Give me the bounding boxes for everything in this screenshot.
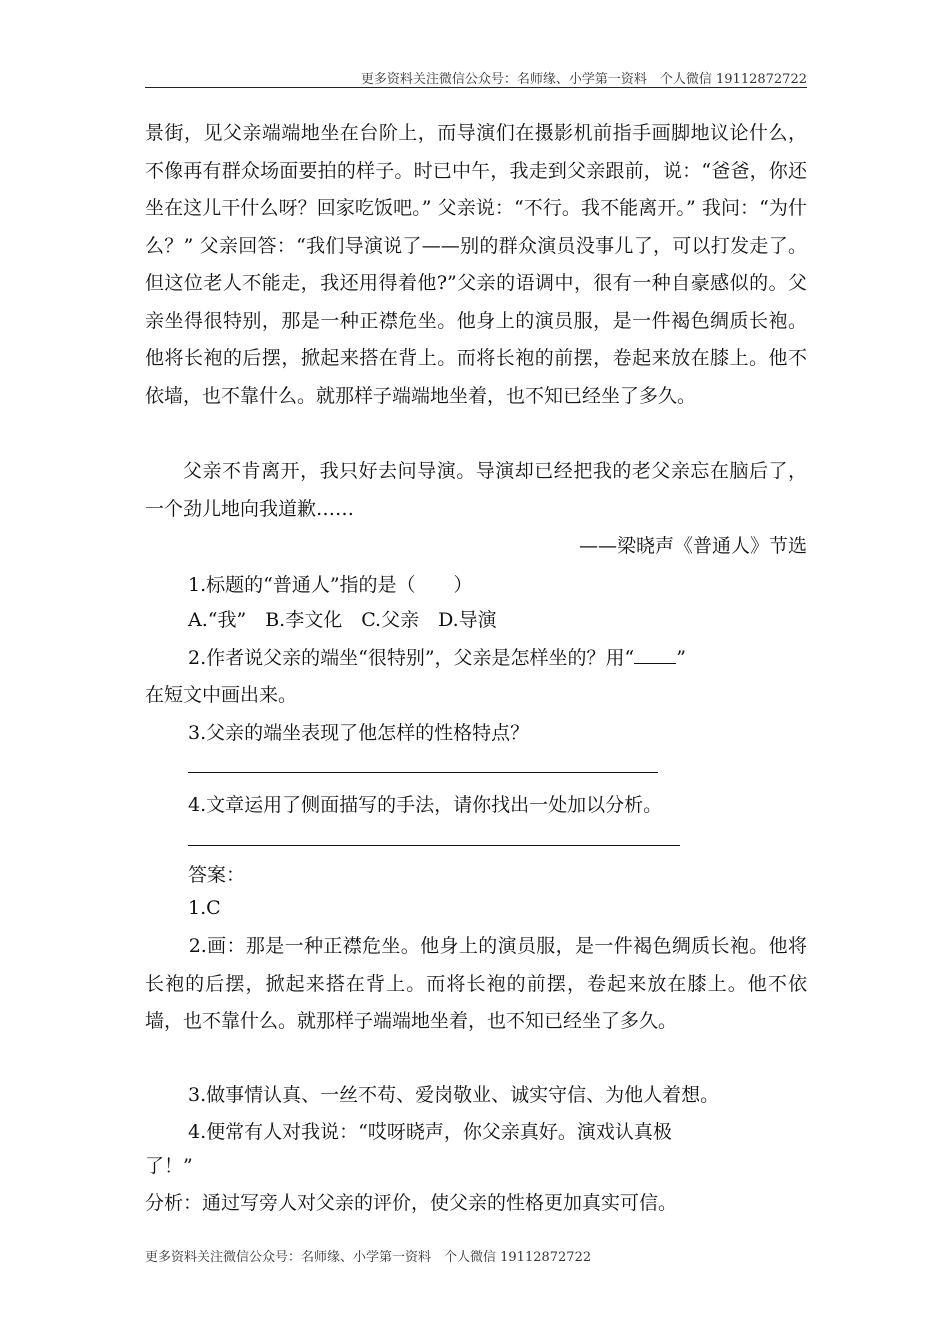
question-3: 3.父亲的端坐表现了他怎样的性格特点？ (188, 722, 530, 744)
answer-2: 2.画：那是一种正襟危坐。他身上的演员服，是一件褐色绸质长袍。他将长袍的后摆，掀起来搭在背上。而将长袍的前摆，卷起来放在膝上。他不依墙，也不靠什么。就那样子端端地坐着，也不知已经坐了多久。 (145, 935, 807, 1032)
question-2 (188, 643, 686, 670)
question-1: 1.标题的“普通人”指的是（ ） (188, 574, 473, 596)
answer-1: 1.C (188, 897, 221, 919)
question-2-blank-line (634, 645, 676, 664)
passage-paragraph-2: 父亲不肯离开，我只好去问导演。导演却已经把我的老父亲忘在脑后了，一个劲儿地向我道歉…… (145, 460, 807, 520)
question-1-options: A.“我” B.李文化 C.父亲 D.导演 (188, 609, 497, 631)
passage-paragraph-1: 景街，见父亲端端地坐在台阶上，而导演们在摄影机前指手画脚地议论什么，不像再有群众场面要拍的样子。时已中午，我走到父亲跟前，说：“爸爸，你还坐在这儿干什么呀？回家吃饭吧。” 父亲说：“不行。我不能离开。” 我问：“为什么？” 父亲回答：“我们导演说了——别的群众演员没事儿了，可以打发走了。但这位老人不能走，我还用得着他?”父亲的语调中，很有一种自豪感似的。父亲坐得很特别，那是一种正襟危坐。他身上的演员服，是一件褐色绸质长袍。他将长袍的后摆，掀起来搭在背上。而将长袍的前摆，卷起来放在膝上。他不依墙，也不靠什么。就那样子端端地坐着，也不知已经坐了多久。 (145, 122, 807, 407)
header-divider (145, 87, 807, 88)
question-4-answer-line[interactable] (188, 845, 680, 846)
answer-4-line-1: 4.便常有人对我说：“哎呀晓声，你父亲真好。演戏认真极 (188, 1121, 672, 1143)
answer-4-line-2: 了！” (145, 1155, 193, 1177)
page-header: 更多资料关注微信公众号：名师缘、小学第一资料 个人微信 19112872722 (360, 72, 807, 87)
question-2-continuation: 在短文中画出来。 (145, 684, 298, 706)
question-2-quote-close: ” (676, 647, 686, 669)
question-2-text: 2.作者说父亲的端坐“很特别”，父亲是怎样坐的？用“ (188, 647, 635, 669)
passage-source: ——梁晓声《普通人》节选 (578, 535, 807, 557)
answer-4-analysis: 分析：通过写旁人对父亲的评价，使父亲的性格更加真实可信。 (145, 1192, 678, 1214)
answers-heading: 答案： (188, 864, 246, 886)
question-3-answer-line[interactable] (188, 772, 658, 773)
answer-3: 3.做事情认真、一丝不苟、爱岗敬业、诚实守信、为他人着想。 (188, 1084, 720, 1106)
question-4: 4.文章运用了侧面描写的手法，请你找出一处加以分析。 (188, 794, 663, 816)
page-footer: 更多资料关注微信公众号：名师缘、小学第一资料 个人微信 19112872722 (145, 1250, 592, 1265)
